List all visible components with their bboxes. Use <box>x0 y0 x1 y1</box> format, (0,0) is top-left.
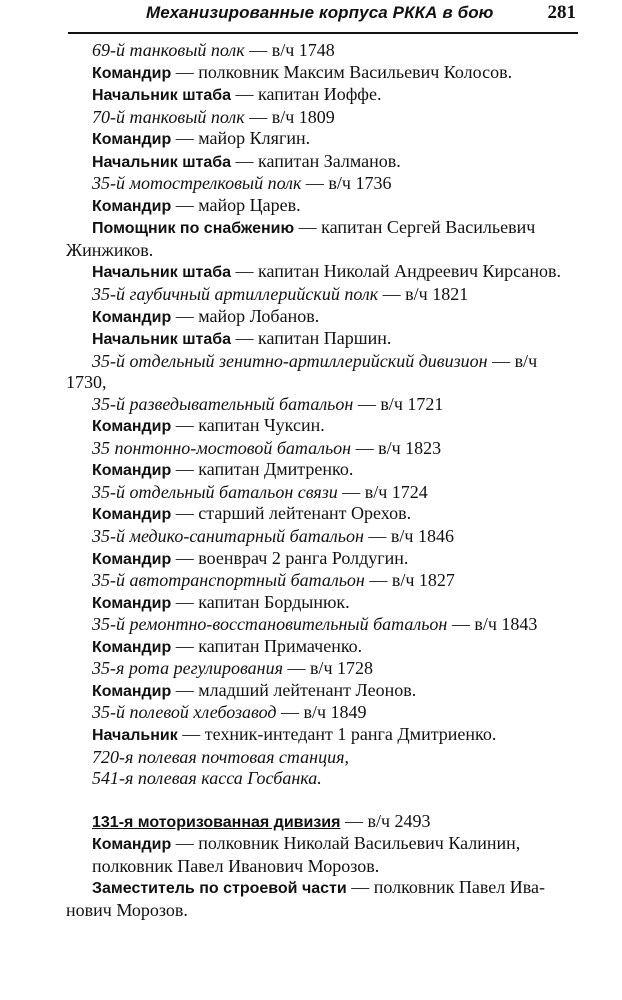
line-text: нович Морозов. <box>66 899 188 920</box>
section-gap <box>66 790 578 811</box>
line-text: — в/ч 1728 <box>282 658 373 679</box>
unit-name: 35-й мотострелковый полк <box>92 173 302 194</box>
text-line <box>66 261 578 284</box>
line-text: — капитан Бордынюк. <box>171 591 350 612</box>
text-line <box>66 526 578 548</box>
unit-name: 35-я рота регулирования <box>92 658 283 679</box>
line-text: — капитан Иоффе. <box>231 84 382 105</box>
line-text: — майор Клягин. <box>171 128 311 149</box>
line-text: — в/ч 1748 <box>244 40 335 60</box>
position-title: Командир <box>92 836 172 854</box>
text-line <box>66 724 578 747</box>
position-title: Начальник <box>92 726 178 744</box>
text-line <box>66 438 578 460</box>
text-line <box>66 372 578 394</box>
text-line <box>66 328 578 351</box>
line-text: — в/ч 1827 <box>364 570 455 591</box>
position-title: Командир <box>92 550 172 568</box>
text-line <box>66 128 578 151</box>
unit-name: 35-й разведывательный батальон <box>92 393 354 414</box>
line-text: 1730, <box>66 372 107 393</box>
position-title: Начальник штаба <box>92 264 232 282</box>
line-text: — капитан Паршин. <box>231 328 392 349</box>
text-line <box>66 40 578 62</box>
position-title: Начальник штаба <box>92 331 232 349</box>
text-line <box>66 482 578 504</box>
text-line <box>66 811 578 834</box>
unit-name: 35-й отдельный батальон связи <box>92 481 338 502</box>
position-title: Начальник штаба <box>92 87 232 105</box>
line-text: — полковник Максим Васильевич Колосов. <box>171 61 513 82</box>
text-line <box>66 306 578 329</box>
division-heading: 131-я моторизованная дивизия <box>92 813 341 831</box>
text-line <box>66 636 578 659</box>
text-line <box>66 592 578 615</box>
running-title: Механизированные корпуса РККА в бою <box>146 3 494 22</box>
page-number: 281 <box>547 2 576 23</box>
line-text: — старший лейтенант Орехов. <box>171 503 412 524</box>
text-line <box>66 107 578 129</box>
text-line <box>66 856 578 878</box>
unit-name: 35-й гаубичный артиллерийский полк <box>92 284 379 305</box>
unit-name: 69-й танковый полк <box>92 40 245 60</box>
line-text: — в/ч 1846 <box>363 526 454 547</box>
unit-name: 35-й медико-санитарный батальон <box>92 526 364 547</box>
line-text: — в/ч 1809 <box>244 106 335 127</box>
page-header <box>68 0 578 34</box>
text-line <box>66 394 578 416</box>
text-line <box>66 459 578 482</box>
position-title: Заместитель по строевой части <box>92 880 347 898</box>
text-line <box>66 195 578 218</box>
text-line <box>66 702 578 724</box>
line-text: — военврач 2 ранга Ролдугин. <box>171 547 409 568</box>
line-text: — майор Царев. <box>171 194 301 215</box>
unit-name: 35 понтонно-мостовой батальон <box>92 437 352 458</box>
line-text: — капитан Дмитренко. <box>171 459 354 480</box>
page-body <box>66 40 578 921</box>
line-text: — в/ч <box>487 350 538 371</box>
position-title: Командир <box>92 638 172 656</box>
line-text: — полковник Павел Ива- <box>346 877 546 898</box>
line-text: — в/ч 1736 <box>301 173 392 194</box>
position-title: Командир <box>92 64 172 82</box>
line-text: — капитан Чуксин. <box>171 415 325 436</box>
text-line <box>66 503 578 526</box>
text-line <box>66 747 578 769</box>
line-text: — капитан Примаченко. <box>171 635 363 656</box>
line-text: — капитан Николай Андреевич Кирсанов. <box>231 261 561 282</box>
unit-name: 70-й танковый полк <box>92 106 245 127</box>
unit-name: 35-й отдельный зенитно-артиллерийский дивизион <box>92 350 488 371</box>
position-title: Командир <box>92 682 172 700</box>
text-line <box>66 284 578 306</box>
line-text: — в/ч 1821 <box>378 284 469 305</box>
text-line <box>66 548 578 571</box>
line-text: — капитан Сергей Васильевич <box>294 217 536 238</box>
text-line <box>66 415 578 438</box>
line-text: — младший лейтенант Леонов. <box>171 679 417 700</box>
text-line <box>66 570 578 592</box>
position-title: Командир <box>92 462 172 480</box>
line-text: — майор Лобанов. <box>171 305 320 326</box>
position-title: Командир <box>92 308 172 326</box>
position-title: Командир <box>92 131 172 149</box>
text-line <box>66 658 578 680</box>
text-line <box>66 217 578 240</box>
text-line <box>66 240 578 262</box>
text-line <box>66 614 578 636</box>
line-text: — в/ч 1721 <box>353 393 444 414</box>
unit-name: 35-й полевой хлебозавод <box>92 702 277 723</box>
position-title: Командир <box>92 594 172 612</box>
unit-name: 720-я полевая почтовая станция, <box>92 746 349 767</box>
line-text: полковник Павел Иванович Морозов. <box>92 855 380 876</box>
text-line <box>66 84 578 107</box>
position-title: Помощник по снабжению <box>92 220 295 238</box>
text-line <box>66 833 578 856</box>
line-text: — в/ч 1843 <box>447 614 538 635</box>
position-title: Командир <box>92 506 172 524</box>
unit-name: 35-й ремонтно-восстановительный батальон <box>92 614 448 635</box>
text-line <box>66 768 578 790</box>
line-text: — капитан Залманов. <box>231 150 401 171</box>
line-text: — техник-интедант 1 ранга Дмитриенко. <box>177 723 497 744</box>
text-line <box>66 877 578 900</box>
text-line <box>66 351 578 373</box>
line-text: Жинжиков. <box>66 239 154 260</box>
line-text: — полковник Николай Васильевич Калинин, <box>171 833 521 854</box>
text-line <box>66 680 578 703</box>
position-title: Командир <box>92 418 172 436</box>
text-line <box>66 173 578 195</box>
line-text: — в/ч 2493 <box>340 810 431 831</box>
line-text: — в/ч 1849 <box>276 702 367 723</box>
text-line <box>66 900 578 922</box>
line-text: — в/ч 1823 <box>351 437 442 458</box>
text-line <box>66 151 578 174</box>
position-title: Командир <box>92 197 172 215</box>
line-text: — в/ч 1724 <box>337 481 428 502</box>
unit-name: 541-я полевая касса Госбанка. <box>92 768 322 789</box>
unit-name: 35-й автотранспортный батальон <box>92 570 365 591</box>
text-line <box>66 62 578 85</box>
position-title: Начальник штаба <box>92 153 232 171</box>
